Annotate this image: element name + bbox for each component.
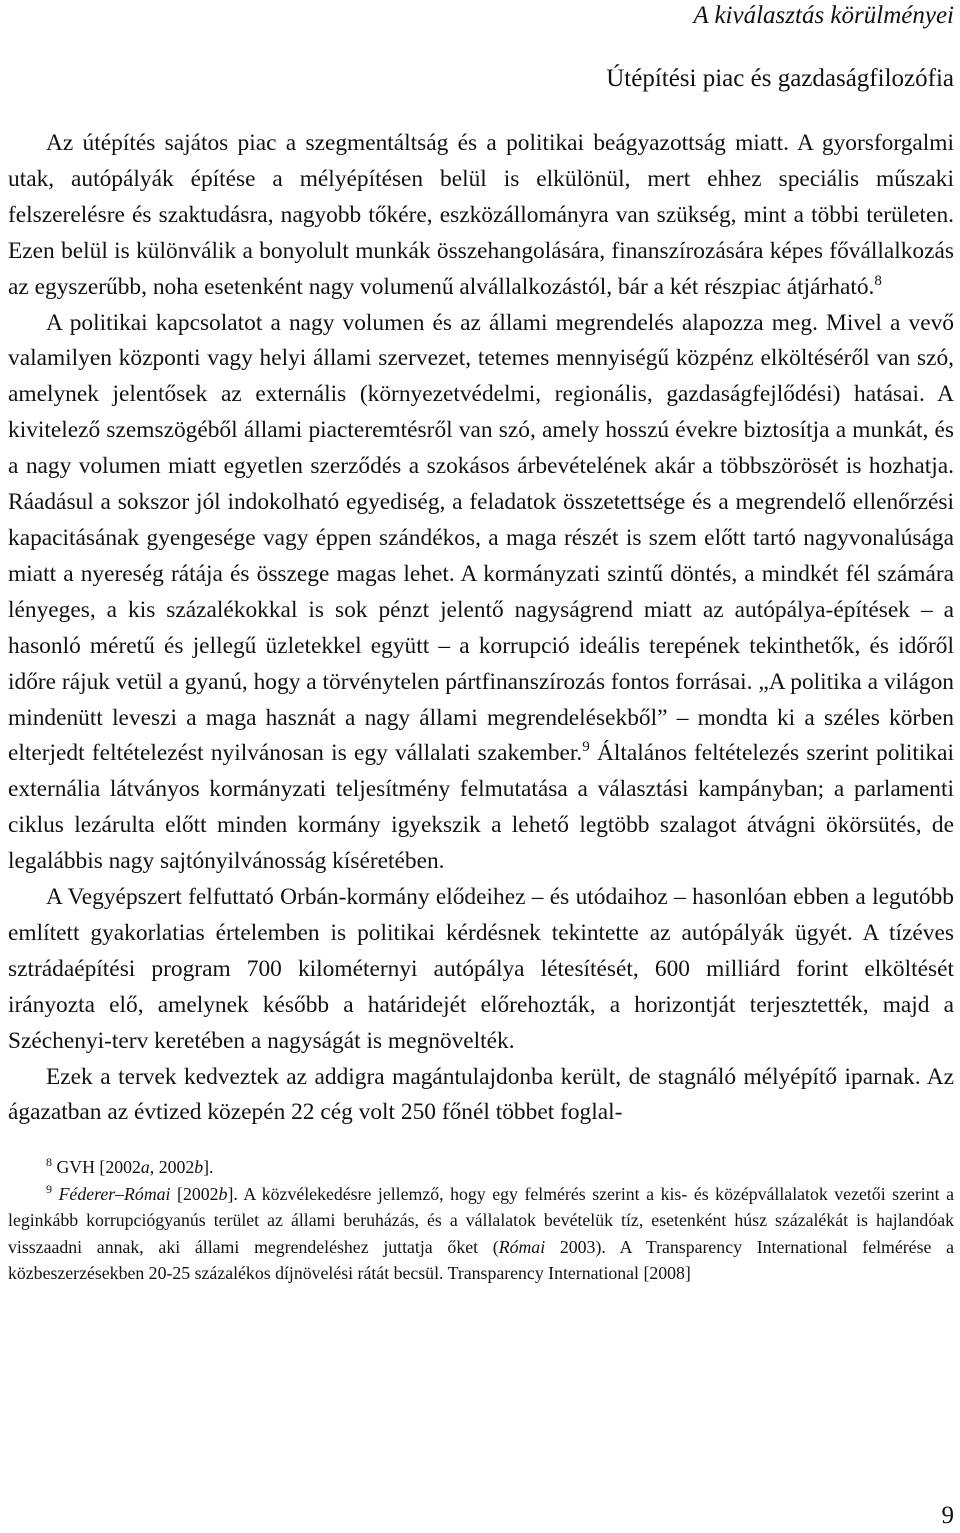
footnote-8-text: GVH [2002 (52, 1157, 141, 1178)
footnote-9-text-a: [2002 (170, 1183, 219, 1204)
footnote-ref-8[interactable]: 8 (874, 272, 882, 289)
paragraph-4: Ezek a tervek kedveztek az addigra magántulajdonba került, de stagnáló mélyépítő iparnak. Az ágazatban az évtized közepén 22 cég volt 250 főnél többet foglal- (8, 1063, 954, 1126)
body-text (8, 126, 954, 1131)
footnote-ref-9[interactable]: 9 (582, 739, 590, 756)
footnote-8-italic-a: a (140, 1157, 150, 1178)
footnote-9-mark: 9 (46, 1181, 52, 1196)
footnote-9-italic-romai: Római (498, 1236, 546, 1257)
footnote-8-text-c: ]. (203, 1157, 214, 1178)
footnote-9-text-b: ]. A közvélekedésre jellemző, hogy egy felmérés szerint a kis- és középvállalatok vezetői szerint a leginkább korrupciógyanús terület az állami beruházás, és a vállalatok bevételük tíz, esetenként húsz százalékát is hajlandóak visszaadni annak, aki állami megrendeléshez juttatja őket ( (8, 1183, 955, 1257)
document-page (8, 0, 954, 1287)
footnote-9 (8, 1181, 954, 1287)
footnote-8-text-b: , 2002 (149, 1157, 195, 1178)
footnote-8-italic-b: b (194, 1157, 204, 1178)
page-number: 9 (941, 1502, 954, 1529)
footnote-divider (8, 1151, 258, 1152)
footnote-8 (8, 1154, 954, 1181)
footnote-9-authors: Féderer–Római (58, 1183, 171, 1204)
paragraph-1 (8, 126, 954, 306)
section-title: Útépítési piac és gazdaságfilozófia (606, 65, 954, 92)
paragraph-1-text: Az útépítés sajátos piac a szegmentáltság és a politikai beágyazottság miatt. A gyorsforgalmi utak, autópályák építése a mélyépítésen belül is elkülönül, mert ehhez speciális műszaki felszerelésre és szaktudásra, nagyobb tőkére, eszközállományra van szükség, mint a többi területen. Ezen belül is különválik a bonyolult munkák összehangolására, finanszírozására képes fővállalkozás az egyszerűbb, noha esetenként nagy volumenű alvállalkozástól, bár a két részpiac átjárható. (8, 130, 954, 300)
paragraph-3: A Vegyépszert felfuttató Orbán-kormány elődeihez – és utódaihoz – hasonlóan ebben a legutóbb említett gyakorlatias értelemben is politikai kérdésnek tekintette az autópályák ügyét. A tízéves sztrádaépítési program 700 kilométernyi autópálya létesítését, 600 milliárd forint elköltését irányozta elő, amelynek később a határidejét előrehozták, a horizontját terjesztették, majd a Széchenyi-terv keretében a nagyságát is megnövelték. (8, 884, 954, 1054)
footnotes (8, 1154, 954, 1287)
footnote-9-italic-b: b (218, 1183, 228, 1204)
paragraph-2-text-b: Általános feltételezés szerint politikai externália látványos kormányzati teljesítmény felmutatása a választási kampányban; a parlamenti ciklus lezárulta előtt minden kormány igyekszik a lehető legtöbb szalagot átvágni ökörsütés, de legalábbis nagy sajtónyilvánosság kíséretében. (8, 740, 954, 875)
running-head: A kiválasztás körülményei (693, 2, 954, 29)
paragraph-2 (8, 306, 954, 881)
footnote-8-mark: 8 (46, 1155, 52, 1170)
footnote-9-text-c: 2003). A Transparency International felmérése a közbeszerzésekben 20-25 százalékos díjnövelési rátát becsül. Transparency International [2008] (8, 1236, 955, 1284)
paragraph-2-text-a: A politikai kapcsolatot a nagy volumen és az állami megrendelés alapozza meg. Mivel a vevő valamilyen központi vagy helyi állami szervezet, tetemes mennyiségű közpénz elköltéséről van szó, amelynek jelentősek az externális (környezetvédelmi, regionális, gazdaságfejlődési) hatásai. A kivitelező szemszögéből állami piacteremtésről van szó, amely hosszú évekre biztosítja a munkát, és a nagy volumen miatt egyetlen szerződés a szokásos árbevételének akár a többszörösét is hozhatja. Ráadásul a sokszor jól indokolható egyediség, a feladatok összetettsége és a megrendelő ellenőrzési kapacitásának gyengesége vagy éppen szándékos, a maga részét is szem előtt tartó nagyvonalúsága miatt a nyereség rátája és összege magas lehet. A kormányzati szintű döntés, a mindkét fél számára lényeges, a kis százalékokkal is sok pénzt jelentő nagyságrend miatt az autópálya-építések – a hasonló méretű és jellegű üzletekkel együtt – a korrupció ideális terepének tekinthetők, és időről időre rájuk vetül a gyanú, hogy a törvénytelen pártfinanszírozás fontos forrásai. „A politika a világon mindenütt leveszi a maga hasznát a nagy állami megrendelésekből” – mondta ki a széles körben elterjedt feltételezést nyilvánosan is egy vállalati szakember. (8, 309, 954, 767)
